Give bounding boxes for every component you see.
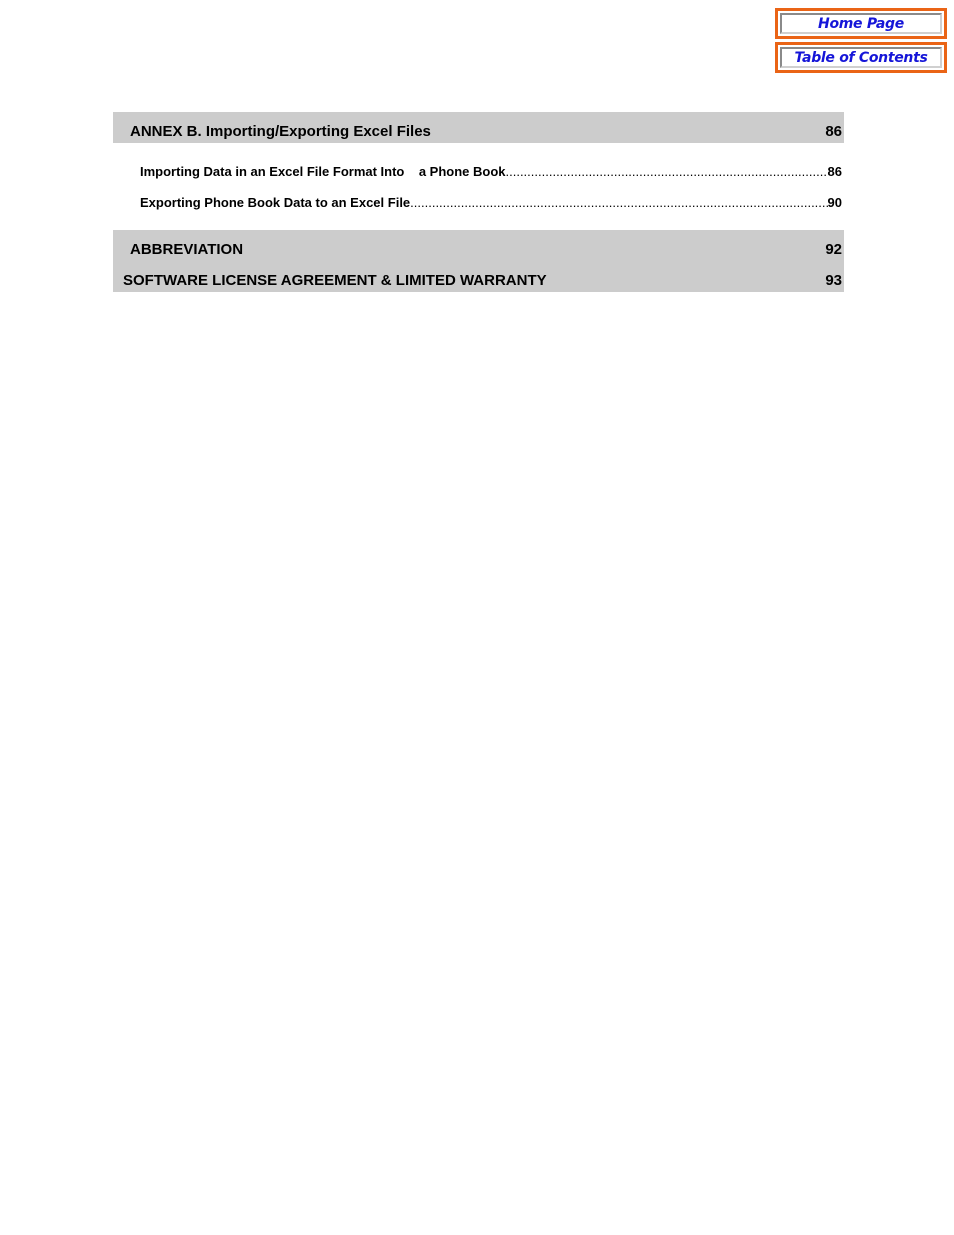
- toc-section-title: ANNEX B. Importing/Exporting Excel Files: [130, 123, 431, 140]
- dot-leader: [410, 194, 827, 211]
- toc-section-title: ABBREVIATION: [130, 241, 244, 258]
- toc-entry-page: 90: [827, 195, 842, 210]
- toc-entry-exporting-data[interactable]: [140, 194, 842, 211]
- toc-section-page: 92: [825, 241, 842, 258]
- dot-leader: [506, 163, 828, 180]
- home-page-button[interactable]: [775, 8, 947, 39]
- toc-entry-page: 86: [827, 164, 842, 179]
- home-page-button-label: Home Page: [780, 13, 942, 34]
- toc-section-page: 93: [825, 272, 842, 289]
- table-of-contents-button-label: Table of Contents: [780, 47, 942, 68]
- toc-entry-importing-data[interactable]: [140, 163, 842, 180]
- toc-section-license[interactable]: [113, 272, 844, 290]
- table-of-contents-button[interactable]: [775, 42, 947, 73]
- toc-entry-title: Importing Data in an Excel File Format Into a Phone Book: [140, 164, 506, 179]
- toc-section-group: [113, 230, 844, 292]
- toc-section-page: 86: [825, 123, 842, 140]
- toc-section-title: SOFTWARE LICENSE AGREEMENT & LIMITED WARRANTY: [123, 272, 547, 289]
- toc-section-abbreviation[interactable]: [113, 241, 844, 259]
- toc-section-annex-b[interactable]: [113, 112, 844, 143]
- toc-entry-title: Exporting Phone Book Data to an Excel File: [140, 195, 411, 210]
